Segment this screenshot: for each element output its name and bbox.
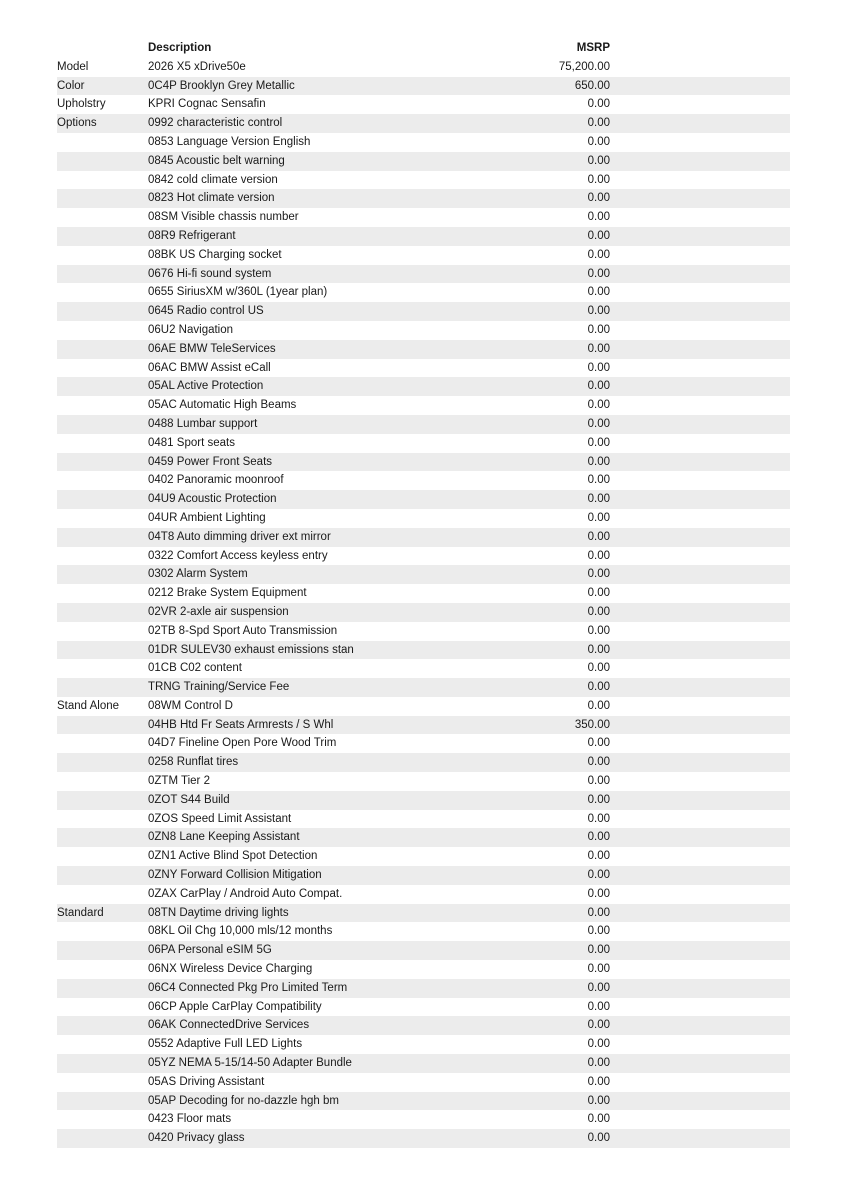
row-description: 0302 Alarm System [148,565,530,584]
table-row [57,283,790,302]
row-msrp: 0.00 [530,565,610,584]
row-category [57,866,148,885]
row-pad-spacer [610,509,790,528]
table-row [57,95,790,114]
table-row [57,772,790,791]
row-pad-spacer [610,922,790,941]
row-category [57,471,148,490]
row-pad-spacer [610,396,790,415]
row-category: Upholstry [57,95,148,114]
row-description: 06U2 Navigation [148,321,530,340]
row-msrp: 0.00 [530,603,610,622]
row-category [57,265,148,284]
row-msrp: 0.00 [530,114,610,133]
row-pad-spacer [610,565,790,584]
table-row [57,490,790,509]
row-description: 0322 Comfort Access keyless entry [148,547,530,566]
row-msrp: 0.00 [530,1129,610,1148]
row-category [57,603,148,622]
row-msrp: 650.00 [530,77,610,96]
row-pad-spacer [610,302,790,321]
table-row [57,697,790,716]
row-description: 0402 Panoramic moonroof [148,471,530,490]
row-description: 0481 Sport seats [148,434,530,453]
row-category [57,302,148,321]
row-category [57,772,148,791]
table-row [57,321,790,340]
row-pad-spacer [610,359,790,378]
row-category [57,490,148,509]
row-category [57,152,148,171]
row-category [57,753,148,772]
row-description: 0823 Hot climate version [148,189,530,208]
row-pad-spacer [610,189,790,208]
row-description: 08SM Visible chassis number [148,208,530,227]
table-row [57,584,790,603]
table-row [57,509,790,528]
row-category [57,1092,148,1111]
row-pad-spacer [610,734,790,753]
table-row [57,734,790,753]
row-description: 08KL Oil Chg 10,000 mls/12 months [148,922,530,941]
row-pad-spacer [610,528,790,547]
row-description: 02TB 8-Spd Sport Auto Transmission [148,622,530,641]
row-category [57,885,148,904]
table-row [57,979,790,998]
row-pad-spacer [610,321,790,340]
row-pad-spacer [610,697,790,716]
row-category: Model [57,58,148,77]
row-msrp: 0.00 [530,791,610,810]
header-pad-spacer [610,39,790,58]
row-category [57,321,148,340]
row-description: 08R9 Refrigerant [148,227,530,246]
table-row [57,1054,790,1073]
table-row [57,565,790,584]
row-msrp: 0.00 [530,734,610,753]
table-row [57,77,790,96]
row-description: 0ZNY Forward Collision Mitigation [148,866,530,885]
row-category [57,1035,148,1054]
row-description: 0ZTM Tier 2 [148,772,530,791]
row-description: 05AS Driving Assistant [148,1073,530,1092]
table-row [57,659,790,678]
row-msrp: 0.00 [530,95,610,114]
row-category [57,584,148,603]
row-msrp: 0.00 [530,828,610,847]
row-msrp: 0.00 [530,941,610,960]
row-pad-spacer [610,791,790,810]
table-row [57,828,790,847]
row-msrp: 0.00 [530,321,610,340]
table-row [57,434,790,453]
row-description: 01DR SULEV30 exhaust emissions stan [148,641,530,660]
header-msrp: MSRP [530,39,610,58]
table-header-row [57,39,790,58]
row-description: 0258 Runflat tires [148,753,530,772]
row-msrp: 0.00 [530,246,610,265]
table-row [57,265,790,284]
row-pad-spacer [610,1092,790,1111]
row-msrp: 0.00 [530,528,610,547]
row-category: Options [57,114,148,133]
row-msrp: 0.00 [530,622,610,641]
row-msrp: 0.00 [530,509,610,528]
row-category [57,641,148,660]
row-pad-spacer [610,828,790,847]
row-category [57,340,148,359]
row-pad-spacer [610,227,790,246]
row-description: 05AC Automatic High Beams [148,396,530,415]
row-description: 06NX Wireless Device Charging [148,960,530,979]
row-pad-spacer [610,998,790,1017]
table-row [57,171,790,190]
row-msrp: 0.00 [530,904,610,923]
row-msrp: 0.00 [530,471,610,490]
row-category [57,791,148,810]
row-msrp: 0.00 [530,998,610,1017]
row-description: 0992 characteristic control [148,114,530,133]
row-category [57,377,148,396]
row-description: 0488 Lumbar support [148,415,530,434]
row-pad-spacer [610,434,790,453]
table-row [57,603,790,622]
row-msrp: 0.00 [530,960,610,979]
row-description: 0212 Brake System Equipment [148,584,530,603]
table-row [57,1092,790,1111]
row-msrp: 0.00 [530,641,610,660]
row-pad-spacer [610,641,790,660]
table-row [57,58,790,77]
table-row [57,359,790,378]
row-msrp: 0.00 [530,453,610,472]
row-pad-spacer [610,866,790,885]
row-category [57,828,148,847]
table-row [57,904,790,923]
row-pad-spacer [610,453,790,472]
row-description: 0645 Radio control US [148,302,530,321]
row-msrp: 0.00 [530,885,610,904]
row-description: 04D7 Fineline Open Pore Wood Trim [148,734,530,753]
row-category [57,208,148,227]
row-msrp: 0.00 [530,265,610,284]
table-row [57,246,790,265]
row-pad-spacer [610,1035,790,1054]
row-msrp: 0.00 [530,227,610,246]
row-msrp: 0.00 [530,772,610,791]
header-description: Description [148,39,530,58]
row-msrp: 0.00 [530,1035,610,1054]
row-pad-spacer [610,810,790,829]
row-msrp: 0.00 [530,415,610,434]
row-description: 04UR Ambient Lighting [148,509,530,528]
row-description: 0423 Floor mats [148,1110,530,1129]
row-pad-spacer [610,340,790,359]
row-msrp: 0.00 [530,584,610,603]
row-category [57,171,148,190]
row-category [57,1110,148,1129]
row-pad-spacer [610,114,790,133]
row-category [57,189,148,208]
row-pad-spacer [610,716,790,735]
table-row [57,1073,790,1092]
table-row [57,678,790,697]
row-msrp: 0.00 [530,697,610,716]
table-row [57,922,790,941]
row-category [57,359,148,378]
row-msrp: 0.00 [530,866,610,885]
row-category [57,547,148,566]
table-row [57,189,790,208]
row-category [57,941,148,960]
table-row [57,941,790,960]
table-row [57,641,790,660]
row-description: 2026 X5 xDrive50e [148,58,530,77]
row-description: 05AL Active Protection [148,377,530,396]
table-row [57,114,790,133]
table-row [57,885,790,904]
row-msrp: 0.00 [530,1073,610,1092]
table-row [57,227,790,246]
row-pad-spacer [610,208,790,227]
row-msrp: 0.00 [530,133,610,152]
table-row [57,471,790,490]
row-category [57,847,148,866]
row-category [57,415,148,434]
table-row [57,152,790,171]
row-description: 0ZOT S44 Build [148,791,530,810]
row-description: 0459 Power Front Seats [148,453,530,472]
row-category [57,509,148,528]
row-category [57,659,148,678]
row-pad-spacer [610,471,790,490]
table-row [57,847,790,866]
row-description: 0853 Language Version English [148,133,530,152]
row-msrp: 0.00 [530,208,610,227]
row-description: 05YZ NEMA 5-15/14-50 Adapter Bundle [148,1054,530,1073]
table-row [57,753,790,772]
row-category [57,979,148,998]
row-description: 0C4P Brooklyn Grey Metallic [148,77,530,96]
table-row [57,133,790,152]
row-category [57,922,148,941]
table-row [57,302,790,321]
row-description: 0655 SiriusXM w/360L (1year plan) [148,283,530,302]
row-msrp: 0.00 [530,753,610,772]
row-pad-spacer [610,283,790,302]
row-category [57,678,148,697]
table-row [57,1035,790,1054]
row-category [57,1129,148,1148]
row-description: 0ZAX CarPlay / Android Auto Compat. [148,885,530,904]
table-row [57,1129,790,1148]
row-msrp: 0.00 [530,547,610,566]
row-description: 06AK ConnectedDrive Services [148,1016,530,1035]
row-pad-spacer [610,171,790,190]
row-category [57,960,148,979]
row-description: 08WM Control D [148,697,530,716]
row-description: 0ZN8 Lane Keeping Assistant [148,828,530,847]
row-msrp: 0.00 [530,659,610,678]
row-msrp: 0.00 [530,377,610,396]
row-description: 02VR 2-axle air suspension [148,603,530,622]
row-category [57,1016,148,1035]
row-category [57,453,148,472]
row-pad-spacer [610,547,790,566]
row-msrp: 0.00 [530,810,610,829]
table-row [57,791,790,810]
row-category [57,528,148,547]
row-description: 06C4 Connected Pkg Pro Limited Term [148,979,530,998]
row-msrp: 350.00 [530,716,610,735]
table-row [57,622,790,641]
row-pad-spacer [610,772,790,791]
row-pad-spacer [610,603,790,622]
row-pad-spacer [610,265,790,284]
row-description: 06CP Apple CarPlay Compatibility [148,998,530,1017]
row-description: 0552 Adaptive Full LED Lights [148,1035,530,1054]
row-category [57,396,148,415]
row-msrp: 0.00 [530,1092,610,1111]
row-pad-spacer [610,753,790,772]
row-pad-spacer [610,246,790,265]
row-pad-spacer [610,1016,790,1035]
row-msrp: 0.00 [530,152,610,171]
row-msrp: 0.00 [530,189,610,208]
row-category [57,1073,148,1092]
row-msrp: 0.00 [530,678,610,697]
row-msrp: 0.00 [530,396,610,415]
table-row [57,810,790,829]
row-category [57,734,148,753]
row-msrp: 0.00 [530,490,610,509]
table-row [57,453,790,472]
row-description: 0845 Acoustic belt warning [148,152,530,171]
table-row [57,396,790,415]
table-row [57,1016,790,1035]
row-pad-spacer [610,885,790,904]
row-category [57,622,148,641]
row-description: 04U9 Acoustic Protection [148,490,530,509]
row-msrp: 0.00 [530,283,610,302]
table-row [57,1110,790,1129]
row-pad-spacer [610,960,790,979]
row-pad-spacer [610,95,790,114]
row-category [57,434,148,453]
row-pad-spacer [610,58,790,77]
table-row [57,208,790,227]
row-msrp: 0.00 [530,340,610,359]
table-row [57,547,790,566]
table-row [57,998,790,1017]
row-pad-spacer [610,979,790,998]
row-description: 06AC BMW Assist eCall [148,359,530,378]
row-msrp: 0.00 [530,171,610,190]
row-category [57,565,148,584]
table-row [57,960,790,979]
row-pad-spacer [610,152,790,171]
row-msrp: 0.00 [530,1016,610,1035]
row-msrp: 0.00 [530,302,610,321]
row-description: 08TN Daytime driving lights [148,904,530,923]
row-msrp: 0.00 [530,847,610,866]
row-description: 0ZN1 Active Blind Spot Detection [148,847,530,866]
row-pad-spacer [610,490,790,509]
row-pad-spacer [610,678,790,697]
row-msrp: 0.00 [530,1110,610,1129]
row-pad-spacer [610,1073,790,1092]
row-pad-spacer [610,1110,790,1129]
table-row [57,528,790,547]
row-category [57,810,148,829]
row-description: 06AE BMW TeleServices [148,340,530,359]
options-table [57,39,790,1148]
row-msrp: 75,200.00 [530,58,610,77]
row-pad-spacer [610,77,790,96]
row-description: 04T8 Auto dimming driver ext mirror [148,528,530,547]
row-description: 01CB C02 content [148,659,530,678]
row-pad-spacer [610,1129,790,1148]
table-row [57,866,790,885]
row-category [57,283,148,302]
row-description: 0420 Privacy glass [148,1129,530,1148]
row-msrp: 0.00 [530,359,610,378]
row-msrp: 0.00 [530,1054,610,1073]
row-category [57,246,148,265]
row-pad-spacer [610,659,790,678]
row-description: TRNG Training/Service Fee [148,678,530,697]
row-category [57,998,148,1017]
row-category: Color [57,77,148,96]
row-pad-spacer [610,904,790,923]
row-description: 0676 Hi-fi sound system [148,265,530,284]
row-category: Standard [57,904,148,923]
row-description: 0ZOS Speed Limit Assistant [148,810,530,829]
row-description: 0842 cold climate version [148,171,530,190]
table-row [57,340,790,359]
row-pad-spacer [610,941,790,960]
row-msrp: 0.00 [530,979,610,998]
table-row [57,415,790,434]
row-category [57,1054,148,1073]
row-pad-spacer [610,377,790,396]
row-category [57,133,148,152]
row-pad-spacer [610,584,790,603]
row-description: 08BK US Charging socket [148,246,530,265]
row-pad-spacer [610,1054,790,1073]
row-description: 06PA Personal eSIM 5G [148,941,530,960]
row-description: 04HB Htd Fr Seats Armrests / S Whl [148,716,530,735]
table-row [57,716,790,735]
row-category [57,227,148,246]
row-description: KPRI Cognac Sensafin [148,95,530,114]
table-row [57,377,790,396]
row-msrp: 0.00 [530,922,610,941]
row-pad-spacer [610,415,790,434]
row-category [57,716,148,735]
header-category-spacer [57,39,148,58]
row-pad-spacer [610,133,790,152]
row-category: Stand Alone [57,697,148,716]
row-description: 05AP Decoding for no-dazzle hgh bm [148,1092,530,1111]
row-pad-spacer [610,622,790,641]
row-pad-spacer [610,847,790,866]
row-msrp: 0.00 [530,434,610,453]
